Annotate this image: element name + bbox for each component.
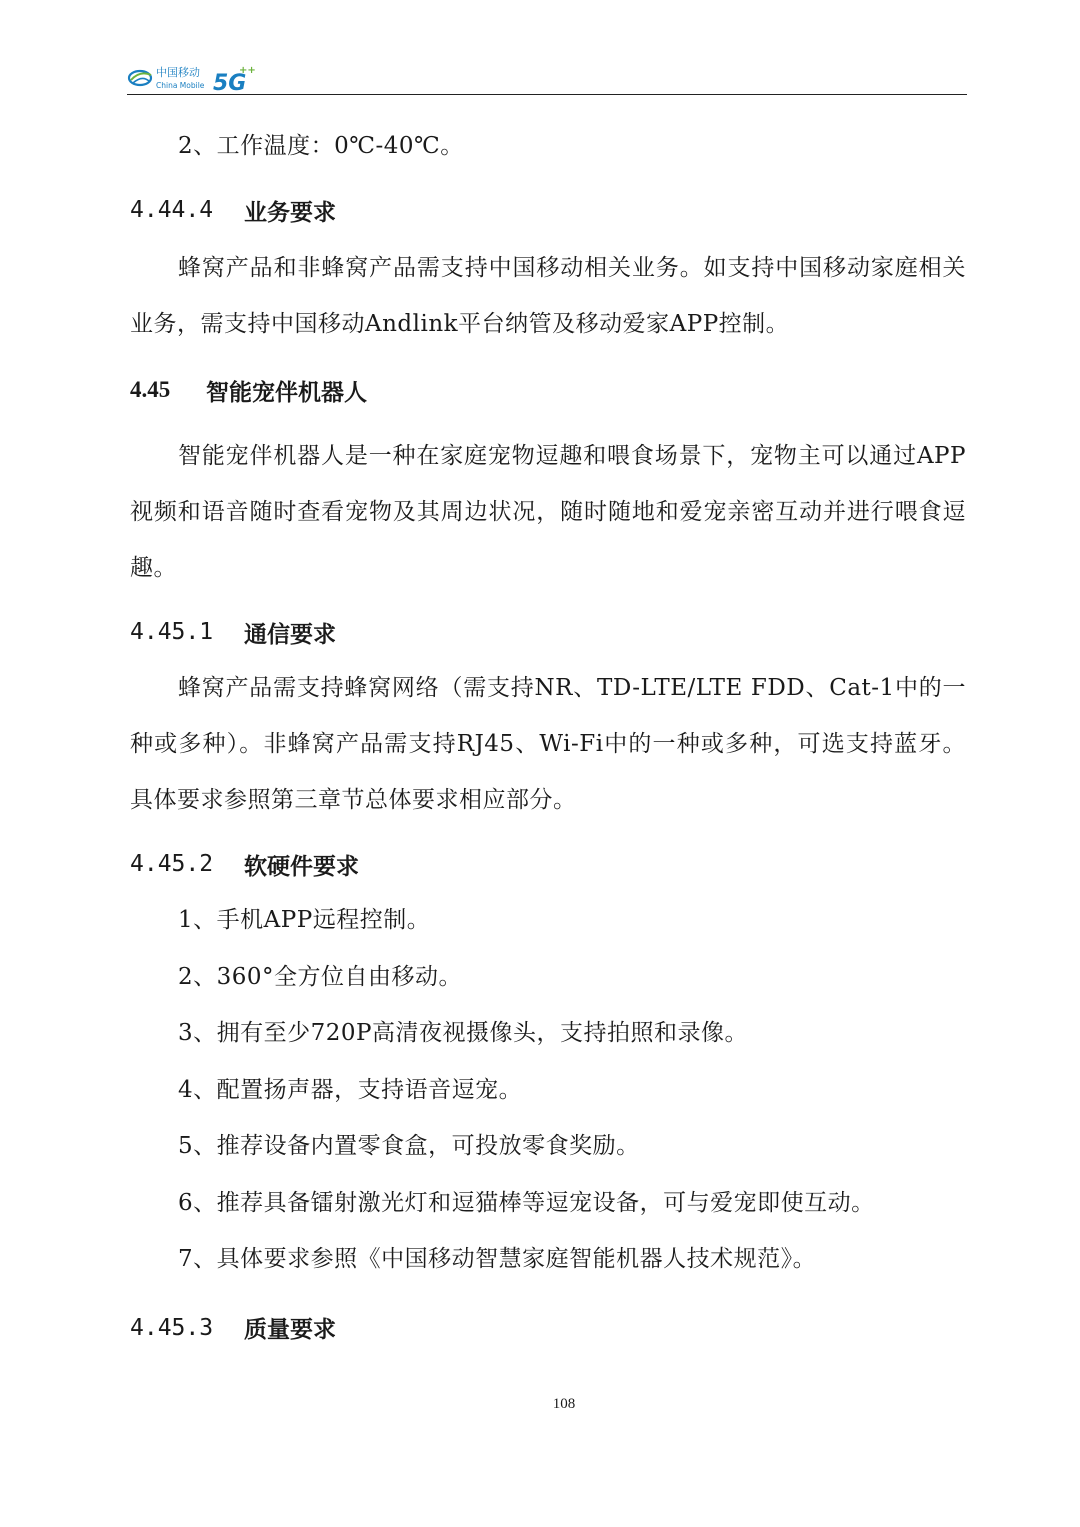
list-item: 7、具体要求参照《中国移动智慧家庭智能机器人技术规范》。 <box>178 1246 817 1272</box>
header-divider <box>127 94 967 95</box>
list-item: 1、手机APP远程控制。 <box>178 907 431 933</box>
paragraph-communication-requirements: 蜂窝产品需支持蜂窝网络（需支持NR、TD-LTE/LTE FDD、Cat-1中的一种或多种）。非蜂窝产品需支持RJ45、Wi-Fi中的一种或多种，可选支持蓝牙。具体要求参照第三章节总体要求相应部分。 <box>130 675 966 813</box>
section-number: 4.45 <box>130 377 171 402</box>
paragraph-operating-temperature: 2、工作温度：0℃-40℃。 <box>178 133 464 159</box>
section-number: 4.44.4 <box>130 197 214 223</box>
logo-cn-text: 中国移动 <box>156 66 200 79</box>
logo-plus-text: ++ <box>239 65 256 76</box>
section-heading-4-45-3 <box>130 1314 966 1343</box>
page-number: 108 <box>552 1396 576 1412</box>
section-title: 通信要求 <box>244 620 336 648</box>
section-title: 业务要求 <box>244 198 336 226</box>
paragraph-pet-robot-intro: 智能宠伴机器人是一种在家庭宠物逗趣和喂食场景下，宠物主可以通过APP视频和语音随时查看宠物及其周边状况，随时随地和爱宠亲密互动并进行喂食逗趣。 <box>130 443 966 581</box>
requirements-list <box>130 892 966 1288</box>
list-item: 2、360°全方位自由移动。 <box>178 963 463 990</box>
list-item: 5、推荐设备内置零食盒，可投放零食奖励。 <box>178 1133 640 1159</box>
section-heading-4-45-1 <box>130 619 966 648</box>
logo-5g-text: 5G <box>213 71 247 94</box>
section-heading-4-45 <box>130 377 966 406</box>
page-header <box>127 58 967 96</box>
list-item: 3、拥有至少720P高清夜视摄像头，支持拍照和录像。 <box>178 1020 749 1046</box>
section-heading-4-45-2 <box>130 851 966 880</box>
paragraph-business-requirements: 蜂窝产品和非蜂窝产品需支持中国移动相关业务。如支持中国移动家庭相关业务，需支持中国移动Andlink平台纳管及移动爱家APP控制。 <box>130 255 966 337</box>
document-body <box>130 118 966 1343</box>
list-item: 4、配置扬声器，支持语音逗宠。 <box>178 1076 523 1103</box>
china-mobile-logo <box>127 60 267 94</box>
section-title: 智能宠伴机器人 <box>206 378 367 406</box>
china-mobile-emblem-icon <box>129 71 151 85</box>
section-number: 4.45.2 <box>130 851 214 877</box>
section-heading-4-44-4 <box>130 197 966 226</box>
list-item: 6、推荐具备镭射激光灯和逗猫棒等逗宠设备，可与爱宠即使互动。 <box>178 1189 875 1216</box>
section-title: 软硬件要求 <box>244 852 359 880</box>
section-number: 4.45.1 <box>130 619 214 645</box>
section-number: 4.45.3 <box>130 1314 214 1341</box>
logo-en-text: China Mobile <box>156 81 205 90</box>
section-title: 质量要求 <box>244 1316 336 1343</box>
